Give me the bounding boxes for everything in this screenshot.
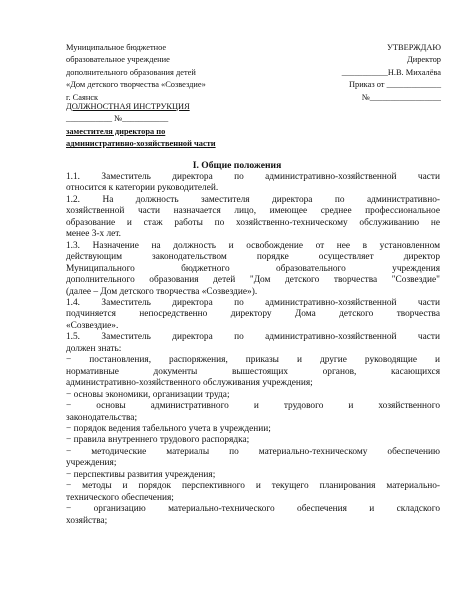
approval-order-date: Приказ от _____________ [348,80,441,90]
body-line: менее 3-х лет. [66,229,122,240]
approval-block [342,42,441,104]
body-line: относится к категории руководителей. [66,183,219,194]
body-line: 1.5. Заместитель директора по административно-хозяйственной части [66,332,440,343]
document-body [66,172,440,527]
list-item: − правила внутреннего трудового распорядка; [66,435,250,446]
list-item: административно-хозяйственного обслуживания учреждения; [66,378,313,389]
list-item: хозяйства; [66,515,108,526]
list-item: законодательства; [66,412,138,423]
list-item: учреждения; [66,458,117,469]
list-item: − постановления, распоряжения, приказы и другие руководящие и [66,355,440,366]
org-line: Муниципальное бюджетное [66,43,167,52]
body-line: (далее – Дом детского творчества «Созвездие»). [66,286,258,297]
body-line: дополнительного образования детей "Дом детского творчества "Созвездие" [66,275,440,286]
body-line: должен знать: [66,343,122,354]
approval-position: Директор [407,55,441,65]
body-line: 1.1. Заместитель директора по административно-хозяйственной части [66,172,440,182]
org-line: образовательное учреждение [66,55,170,65]
document-title-block [66,101,216,151]
document-title: ДОЛЖНОСТНАЯ ИНСТРУКЦИЯ [66,102,190,111]
body-line: 1.4. Заместитель директора по административно-хозяйственной части [66,297,440,308]
list-item: − порядок ведения табельного учета в учреждении; [66,423,271,434]
list-item: − основы экономики, организации труда; [66,389,230,400]
position-line: административно-хозяйственной части [66,139,216,149]
body-line: действующим законодательством порядке осуществляет директор [66,252,440,263]
body-line: «Созвездие». [66,320,119,331]
body-line: образование и стаж работы по хозяйственно-техническому обслуживанию не [66,217,440,228]
list-item: технического обеспечения; [66,492,174,503]
org-city: г. Саянск [66,92,99,102]
list-item: − основы административного и трудового и хозяйственного [66,401,440,412]
body-line: 1.2. На должность заместителя директора по административно- [66,194,440,205]
body-line: 1.3. Назначение на должность и освобождение от нее в установленном [66,240,440,251]
org-line: «Дом детского творчества «Созвездие» [66,80,206,90]
list-item: − перспективы развития учреждения; [66,469,216,480]
list-item: − организацию материально-технического обеспечения и складского [66,504,440,515]
body-line: подчиняется непосредственно директору Дома детского творчества [66,309,440,320]
body-line: Муниципального бюджетного образовательного учреждения [66,263,440,274]
approval-order-number: №_________________ [361,92,441,102]
section-heading: I. Общие положения [192,160,282,171]
list-item: − методы и порядок перспективного и текущего планирования материально- [66,481,440,492]
approval-title: УТВЕРЖДАЮ [387,43,441,52]
list-item: нормативные документы вышестоящих органов, касающихся [66,366,440,377]
list-item: − методические материалы по материально-техническому обеспечению [66,446,440,457]
approval-signature: ___________Н.В. Михалёва [341,67,441,77]
org-line: дополнительного образования детей [66,67,196,77]
document-number-line: ___________ №___________ [66,114,169,124]
organization-header [66,42,206,104]
position-line: заместителя директора по [66,126,166,136]
body-line: хозяйственной части назначается лицо, имеющее среднее профессиональное [66,206,440,217]
